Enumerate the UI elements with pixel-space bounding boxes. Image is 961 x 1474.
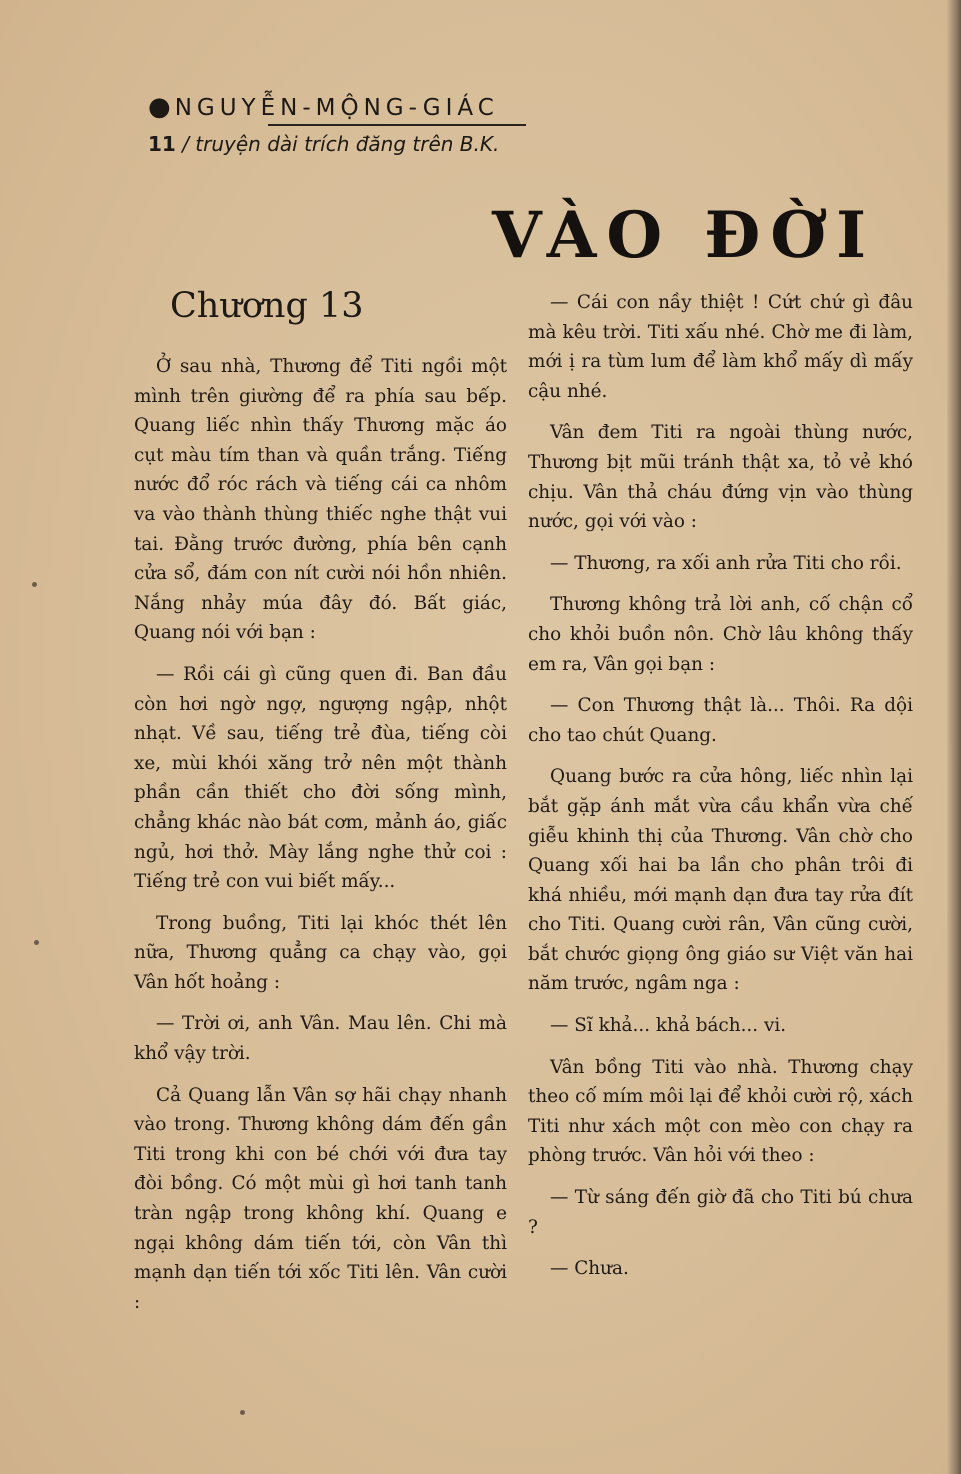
paragraph: Quang bước ra cửa hông, liếc nhìn lại bắt gặp ánh mắt vừa cầu khẩn vừa chế giễu khinh thị của Thương. Vân chờ cho Quang xối hai ba lần cho phân trôi đi khá nhiều, mới mạnh dạn đưa tay rửa đít cho Titi. Quang cười rân, Vân cũng cười, bắt chước giọng ông giáo sư Việt văn hai năm trước, ngâm nga : xyxy=(528,766,913,995)
paragraph: — Rồi cái gì cũng quen đi. Ban đầu còn hơi ngờ ngợ, ngượng ngập, nhột nhạt. Về sau, tiếng trẻ đùa, tiếng còi xe, mùi khói xăng trở nên một thành phần cần thiết cho đời sống mình, chẳng khác nào bát cơm, mảnh áo, giấc ngủ, hơi thở. Mày lắng nghe thử coi : Tiếng trẻ con vui biết mấy... xyxy=(134,663,507,893)
serial-subtitle: / truyện dài trích đăng trên B.K. xyxy=(182,132,500,156)
paragraph: Vân đem Titi ra ngoài thùng nước, Thương bịt mũi tránh thật xa, tỏ vẻ khó chịu. Vân thả cháu đứng vịn vào thùng nước, gọi với vào : xyxy=(528,422,913,533)
story-title: VÀO ĐỜI xyxy=(492,198,876,273)
paragraph: Vân bồng Titi vào nhà. Thương chạy theo cố mím môi lại để khỏi cười rộ, xách Titi như xách một con mèo con chạy ra phòng trước. Vân hỏi với theo : xyxy=(528,1056,913,1167)
paragraph: — Trời ơi, anh Vân. Mau lên. Chi mà khổ vậy trời. xyxy=(134,1013,507,1065)
paragraph: — Chưa. xyxy=(550,1258,629,1280)
right-column xyxy=(528,288,913,1296)
header-underline xyxy=(268,124,526,126)
serial-note xyxy=(148,132,499,156)
paragraph: — Con Thương thật là... Thôi. Ra dội cho tao chút Quang. xyxy=(528,695,913,746)
paragraph: — Thương, ra xối anh rửa Titi cho rồi. xyxy=(550,552,902,574)
paper-speck xyxy=(32,582,37,587)
paragraph: Trong buồng, Titi lại khóc thét lên nữa, Thương quẳng ca chạy vào, gọi Vân hốt hoảng : xyxy=(134,912,507,993)
author-header xyxy=(148,92,499,122)
paragraph: Thương không trả lời anh, cố chận cổ cho khỏi buồn nôn. Chờ lâu không thấy em ra, Vân gọi bạn : xyxy=(528,594,913,675)
left-column xyxy=(134,352,507,1329)
paragraph: Ở sau nhà, Thương để Titi ngồi một mình trên giường để ra phía sau bếp. Quang liếc nhìn thấy Thương mặc áo cụt màu tím than và quần trắng. Tiếng nước đổ róc rách và tiếng cái ca nhôm va vào thành thùng thiếc nghe thật vui tai. Đằng trước đường, phía bên cạnh cửa sổ, đám con nít cười nói hồn nhiên. Nắng nhảy múa đây đó. Bất giác, Quang nói với bạn : xyxy=(134,356,507,644)
author-name: NGUYỄN-MỘNG-GIÁC xyxy=(174,95,499,121)
paragraph: Cả Quang lẫn Vân sợ hãi chạy nhanh vào trong. Thương không dám đến gần Titi trong khi con bé chới với đưa tay đòi bồng. Có một mùi gì hơi tanh tanh tràn ngập trong không khí. Quang e ngại không dám tiến tới, còn Vân thì mạnh dạn tiến tới xốc Titi lên. Vân cười : xyxy=(134,1084,507,1313)
paragraph: — Cái con nầy thiệt ! Cứt chứ gì đâu mà kêu trời. Titi xấu nhé. Chờ me đi làm, mới ị ra tùm lum để làm khổ mấy dì mấy cậu nhé. xyxy=(528,292,913,402)
paragraph: — Từ sáng đến giờ đã cho Titi bú chưa ? xyxy=(528,1187,913,1238)
chapter-heading: Chương 13 xyxy=(170,286,364,326)
paragraph: — Sĩ khả... khả bách... vi. xyxy=(550,1015,787,1037)
bullet-icon: ● xyxy=(148,92,171,122)
paper-speck xyxy=(240,1410,245,1415)
page-edge xyxy=(947,0,961,1474)
paper-speck xyxy=(34,940,39,945)
issue-number: 11 xyxy=(148,132,176,156)
